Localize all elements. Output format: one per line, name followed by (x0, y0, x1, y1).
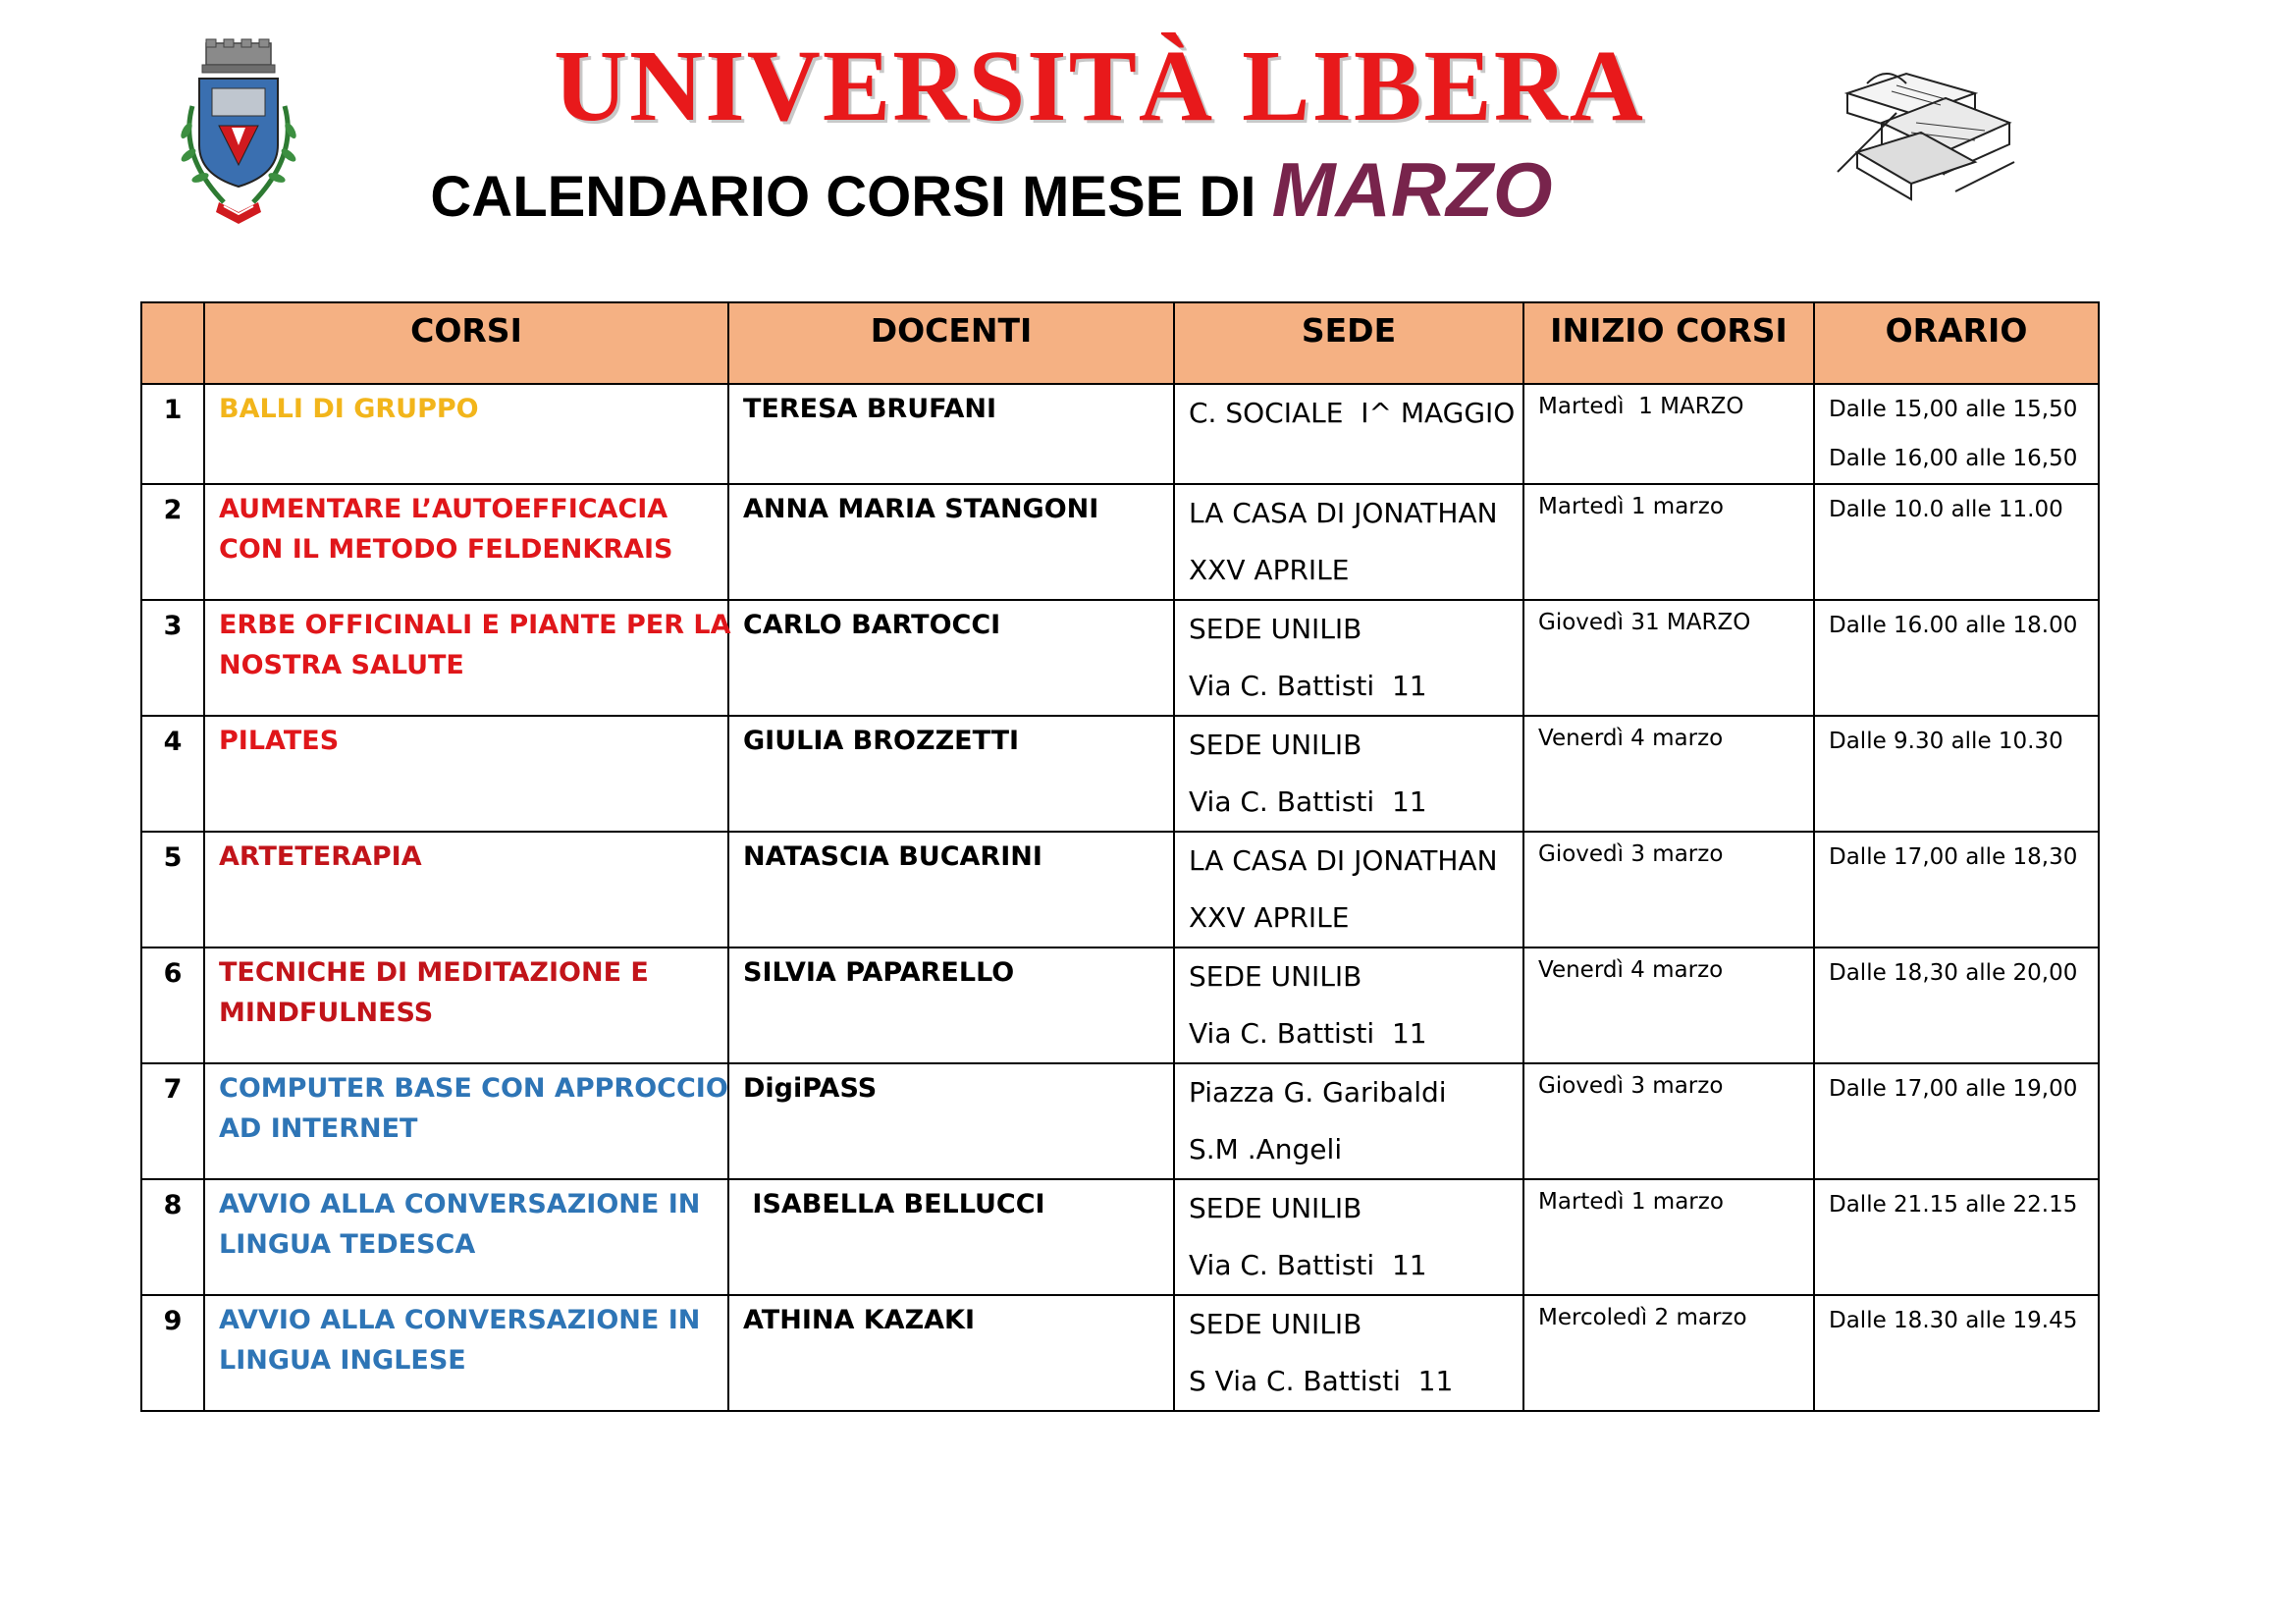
table-row (141, 716, 2099, 832)
venue (1174, 947, 1523, 1063)
course-name-line: NOSTRA SALUTE (219, 650, 464, 680)
start-date: Martedì 1 marzo (1523, 484, 1814, 600)
course-name-line: AVVIO ALLA CONVERSAZIONE IN (219, 1189, 701, 1219)
course-name (204, 832, 728, 947)
course-name-line: ARTETERAPIA (219, 841, 422, 872)
course-name (204, 716, 728, 832)
course-name-line: AVVIO ALLA CONVERSAZIONE IN (219, 1305, 701, 1335)
course-name (204, 1063, 728, 1179)
start-date: Martedì 1 MARZO (1523, 384, 1814, 484)
row-number: 1 (141, 384, 204, 484)
teacher-name: ANNA MARIA STANGONI (728, 484, 1174, 600)
start-date: Martedì 1 marzo (1523, 1179, 1814, 1295)
start-date: Giovedì 3 marzo (1523, 832, 1814, 947)
row-number: 5 (141, 832, 204, 947)
brand-title: UNIVERSITÀ LIBERA (554, 29, 1645, 142)
venue-line: LA CASA DI JONATHAN (1189, 844, 1498, 877)
venue (1174, 716, 1523, 832)
table-row (141, 1179, 2099, 1295)
course-name (204, 600, 731, 716)
subtitle-month: MARZO (1271, 146, 1553, 233)
time-slot-line: Dalle 17,00 alle 19,00 (1829, 1076, 2078, 1102)
time-slot-line: Dalle 21.15 alle 22.15 (1829, 1192, 2078, 1218)
venue-line: LA CASA DI JONATHAN (1189, 497, 1498, 529)
venue-line: SEDE UNILIB (1189, 1308, 1362, 1340)
venue (1174, 1295, 1523, 1411)
teacher-name: ISABELLA BELLUCCI (728, 1179, 1174, 1295)
subtitle-prefix: CALENDARIO CORSI MESE DI (430, 165, 1256, 229)
time-slot-line: Dalle 18.30 alle 19.45 (1829, 1308, 2078, 1333)
course-name-line: MINDFULNESS (219, 998, 434, 1028)
table-row (141, 832, 2099, 947)
venue-line: S.M .Angeli (1189, 1133, 1343, 1165)
venue (1174, 484, 1523, 600)
teacher-name: CARLO BARTOCCI (728, 600, 1174, 716)
start-date: Mercoledì 2 marzo (1523, 1295, 1814, 1411)
time-slot (1814, 600, 2099, 716)
row-number: 4 (141, 716, 204, 832)
teacher-name: TERESA BRUFANI (728, 384, 1174, 484)
venue (1174, 1063, 1523, 1179)
table-row (141, 600, 2099, 716)
start-date: Giovedì 3 marzo (1523, 1063, 1814, 1179)
row-number: 7 (141, 1063, 204, 1179)
time-slot (1814, 947, 2099, 1063)
venue-line: SEDE UNILIB (1189, 1192, 1362, 1224)
row-number: 3 (141, 600, 204, 716)
col-header-sede: SEDE (1174, 302, 1523, 384)
venue (1174, 1179, 1523, 1295)
course-name-line: AUMENTARE L’AUTOEFFICACIA (219, 494, 668, 524)
time-slot (1814, 832, 2099, 947)
time-slot-line: Dalle 16.00 alle 18.00 (1829, 613, 2078, 638)
time-slot (1814, 716, 2099, 832)
course-name (204, 384, 728, 484)
venue (1174, 384, 1523, 484)
venue-line: XXV APRILE (1189, 554, 1350, 586)
venue-line: Via C. Battisti 11 (1189, 1249, 1427, 1281)
col-header-orario: ORARIO (1814, 302, 2099, 384)
table-header-row (141, 302, 2099, 384)
course-name (204, 1179, 728, 1295)
time-slot-line: Dalle 18,30 alle 20,00 (1829, 960, 2078, 986)
table-row (141, 947, 2099, 1063)
venue-line: C. SOCIALE I^ MAGGIO (1189, 397, 1516, 429)
course-name-line: PILATES (219, 726, 340, 756)
teacher-name: GIULIA BROZZETTI (728, 716, 1174, 832)
teacher-name: SILVIA PAPARELLO (728, 947, 1174, 1063)
venue (1174, 832, 1523, 947)
course-name (204, 947, 728, 1063)
course-calendar-table (140, 301, 2100, 1412)
teacher-name: ATHINA KAZAKI (728, 1295, 1174, 1411)
course-name-line: AD INTERNET (219, 1113, 418, 1144)
teacher-name: DigiPASS (728, 1063, 1174, 1179)
venue-line: Via C. Battisti 11 (1189, 1017, 1427, 1050)
time-slot (1814, 1063, 2099, 1179)
course-name-line: TECNICHE DI MEDITAZIONE E (219, 957, 649, 988)
start-date: Venerdì 4 marzo (1523, 716, 1814, 832)
row-number: 9 (141, 1295, 204, 1411)
course-name-line: LINGUA TEDESCA (219, 1229, 476, 1260)
table-row (141, 1063, 2099, 1179)
row-number: 8 (141, 1179, 204, 1295)
course-name-line: COMPUTER BASE CON APPROCCIO (219, 1073, 728, 1104)
course-name-line: ERBE OFFICINALI E PIANTE PER LA (219, 610, 731, 640)
col-header-inizio: INIZIO CORSI (1523, 302, 1814, 384)
time-slot (1814, 384, 2099, 484)
course-name (204, 1295, 728, 1411)
course-name (204, 484, 728, 600)
venue-line: SEDE UNILIB (1189, 613, 1362, 645)
venue-line: Via C. Battisti 11 (1189, 785, 1427, 818)
time-slot-line: Dalle 17,00 alle 18,30 (1829, 844, 2078, 870)
course-name-line: CON IL METODO FELDENKRAIS (219, 534, 673, 565)
time-slot-line: Dalle 10.0 alle 11.00 (1829, 497, 2063, 522)
course-name-line: LINGUA INGLESE (219, 1345, 466, 1376)
venue-line: Via C. Battisti 11 (1189, 670, 1427, 702)
table-row (141, 484, 2099, 600)
time-slot (1814, 1179, 2099, 1295)
course-name-line: BALLI DI GRUPPO (219, 394, 479, 424)
venue-line: XXV APRILE (1189, 901, 1350, 934)
start-date: Venerdì 4 marzo (1523, 947, 1814, 1063)
venue-line: SEDE UNILIB (1189, 729, 1362, 761)
table-row (141, 1295, 2099, 1411)
col-header-number (141, 302, 204, 384)
municipal-crest-icon (165, 37, 312, 234)
venue-line: S Via C. Battisti 11 (1189, 1365, 1454, 1397)
time-slot-line: Dalle 15,00 alle 15,50 (1829, 397, 2078, 422)
row-number: 2 (141, 484, 204, 600)
table-row (141, 384, 2099, 484)
start-date: Giovedì 31 MARZO (1523, 600, 1814, 716)
col-header-corsi: CORSI (204, 302, 728, 384)
teacher-name: NATASCIA BUCARINI (728, 832, 1174, 947)
page-subtitle (294, 146, 1688, 233)
books-drawing-icon (1828, 54, 2022, 201)
time-slot (1814, 1295, 2099, 1411)
venue (1174, 600, 1523, 716)
col-header-docenti: DOCENTI (728, 302, 1174, 384)
time-slot-line: Dalle 16,00 alle 16,50 (1829, 446, 2078, 471)
row-number: 6 (141, 947, 204, 1063)
venue-line: SEDE UNILIB (1189, 960, 1362, 993)
venue-line: Piazza G. Garibaldi (1189, 1076, 1447, 1109)
time-slot (1814, 484, 2099, 600)
time-slot-line: Dalle 9.30 alle 10.30 (1829, 729, 2063, 754)
